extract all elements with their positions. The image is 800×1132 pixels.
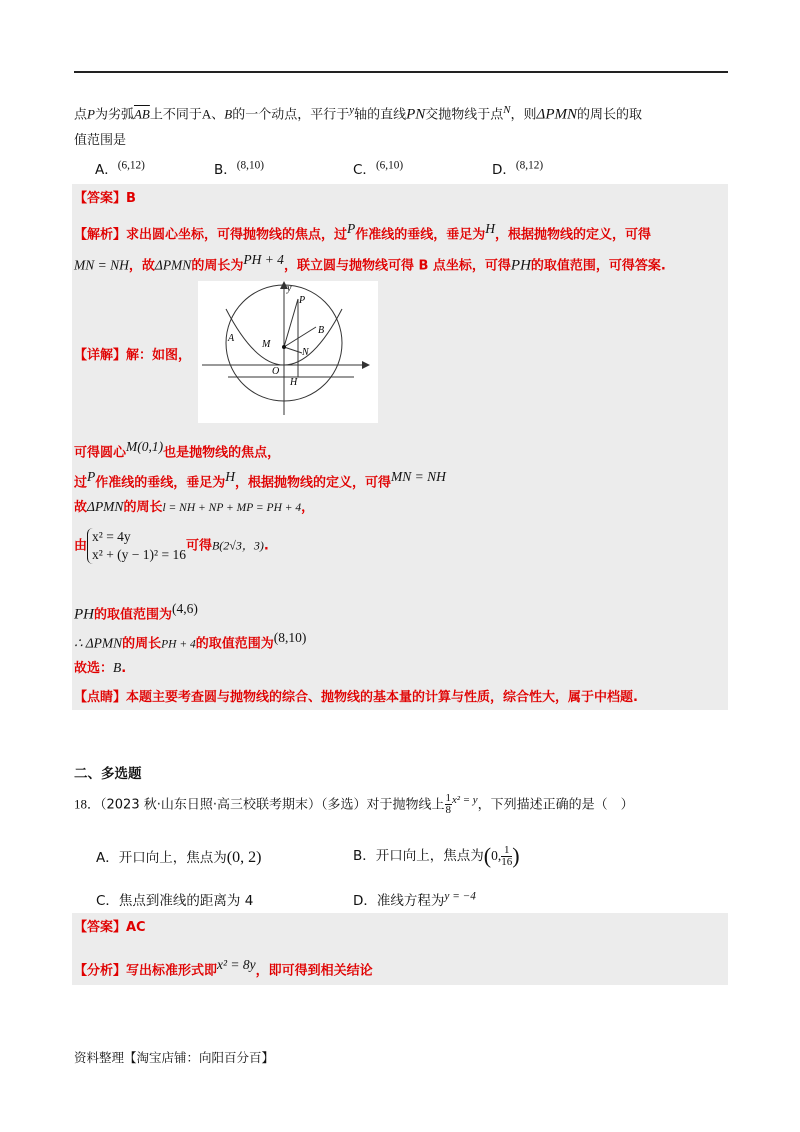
label-h: H [290, 377, 298, 388]
q17-choose: 故选：B. [74, 660, 127, 676]
q17-analysis-line2: MN = NH，故ΔPMN的周长为$^{PH + 4}$，联立圆与抛物线可得 B 点坐标，可得PH的取值范围，可得答案. [74, 252, 666, 274]
q18-option-d: D．准线方程为$^{y = -4}$ [353, 890, 476, 909]
q18-fraction: $\frac{1}{8}$ [445, 792, 451, 817]
q17-step6: ∴ ΔPMN的周长PH + 4的取值范围为$^{(8,10)}$ [74, 630, 307, 652]
q18-option-b: B．开口向上，焦点为(0, $\frac{1}{16}$ ) [353, 843, 520, 868]
header-rule [74, 71, 728, 73]
q18-analysis: 【分析】写出标准形式即$^{x^2 = 8y}$，即可得到相关结论 [74, 957, 373, 979]
q17-analysis-line1: 【解析】求出圆心坐标，可得抛物线的焦点，过$^P$作准线的垂线，垂足为$^H$，根据抛物线的定义，可得 [74, 221, 652, 243]
q17-option-d: D．$^{(8,12)}$ [492, 159, 544, 178]
segment-mn [284, 347, 302, 353]
q18-stem: 18．（2023 秋·山东日照·高三校联考期末）（多选）对于抛物线上 $\frac{1}{8}$ $^{x^2 = y}$，下列描述正确的是（ ） [74, 792, 634, 817]
label-m: M [262, 339, 271, 350]
label-p: P [299, 295, 306, 306]
footer-source: 资料整理【淘宝店铺：向阳百分百】 [74, 1050, 275, 1065]
label-b: B [318, 325, 325, 336]
equation-system: x² = 4y x² + (y − 1)² = 16 [87, 528, 186, 564]
q17-stem-line1: 点P为劣弧$\overline{AB}$上不同于A、B的一个动点，平行于$^y$轴的直线PN交抛物线于点$^N$，则ΔPMN的周长的取 [74, 104, 643, 123]
x-axis-arrow [362, 361, 370, 369]
q17-option-b: B．$^{(8,10)}$ [214, 159, 264, 178]
label-o: O [272, 366, 280, 377]
circle-parabola-figure [198, 281, 378, 423]
q17-step5: PH的取值范围为$^{(4,6)}$ [74, 601, 198, 623]
q17-step1: 可得圆心$^{M(0,1)}$也是抛物线的焦点， [74, 439, 281, 461]
q17-step3: 故ΔPMN的周长l = NH + NP + MP = PH + 4， [74, 499, 315, 515]
label-n: N [302, 347, 309, 358]
q17-stem-line2: 值范围是 [74, 133, 127, 148]
q17-option-a: A．$^{(6,12)}$ [95, 159, 145, 178]
q17-detail-label: 【详解】解：如图， [74, 348, 192, 363]
q17-step2: 过$^P$作准线的垂线，垂足为$^H$，根据抛物线的定义，可得$^{MN = NH}$ [74, 469, 446, 491]
label-a: A [228, 333, 235, 344]
q17-answer: 【答案】B [74, 191, 136, 206]
q17-option-c: C．$^{(6,10)}$ [353, 159, 404, 178]
point-m [282, 345, 286, 349]
section-title: 二、多选题 [74, 766, 142, 782]
q17-step4: 由 x² = 4y x² + (y − 1)² = 16 可得B(2√3，3). [74, 529, 269, 562]
figure-svg [198, 281, 378, 423]
q17-comment: 【点睛】本题主要考查圆与抛物线的综合、抛物线的基本量的计算与性质，综合性大，属于中档题. [74, 690, 638, 705]
q18-option-a: A．开口向上，焦点为(0, 2) [96, 849, 262, 866]
label-y: y [287, 283, 292, 294]
q18-answer: 【答案】AC [74, 920, 146, 935]
q18-option-c: C．焦点到准线的距离为 4 [96, 893, 254, 909]
